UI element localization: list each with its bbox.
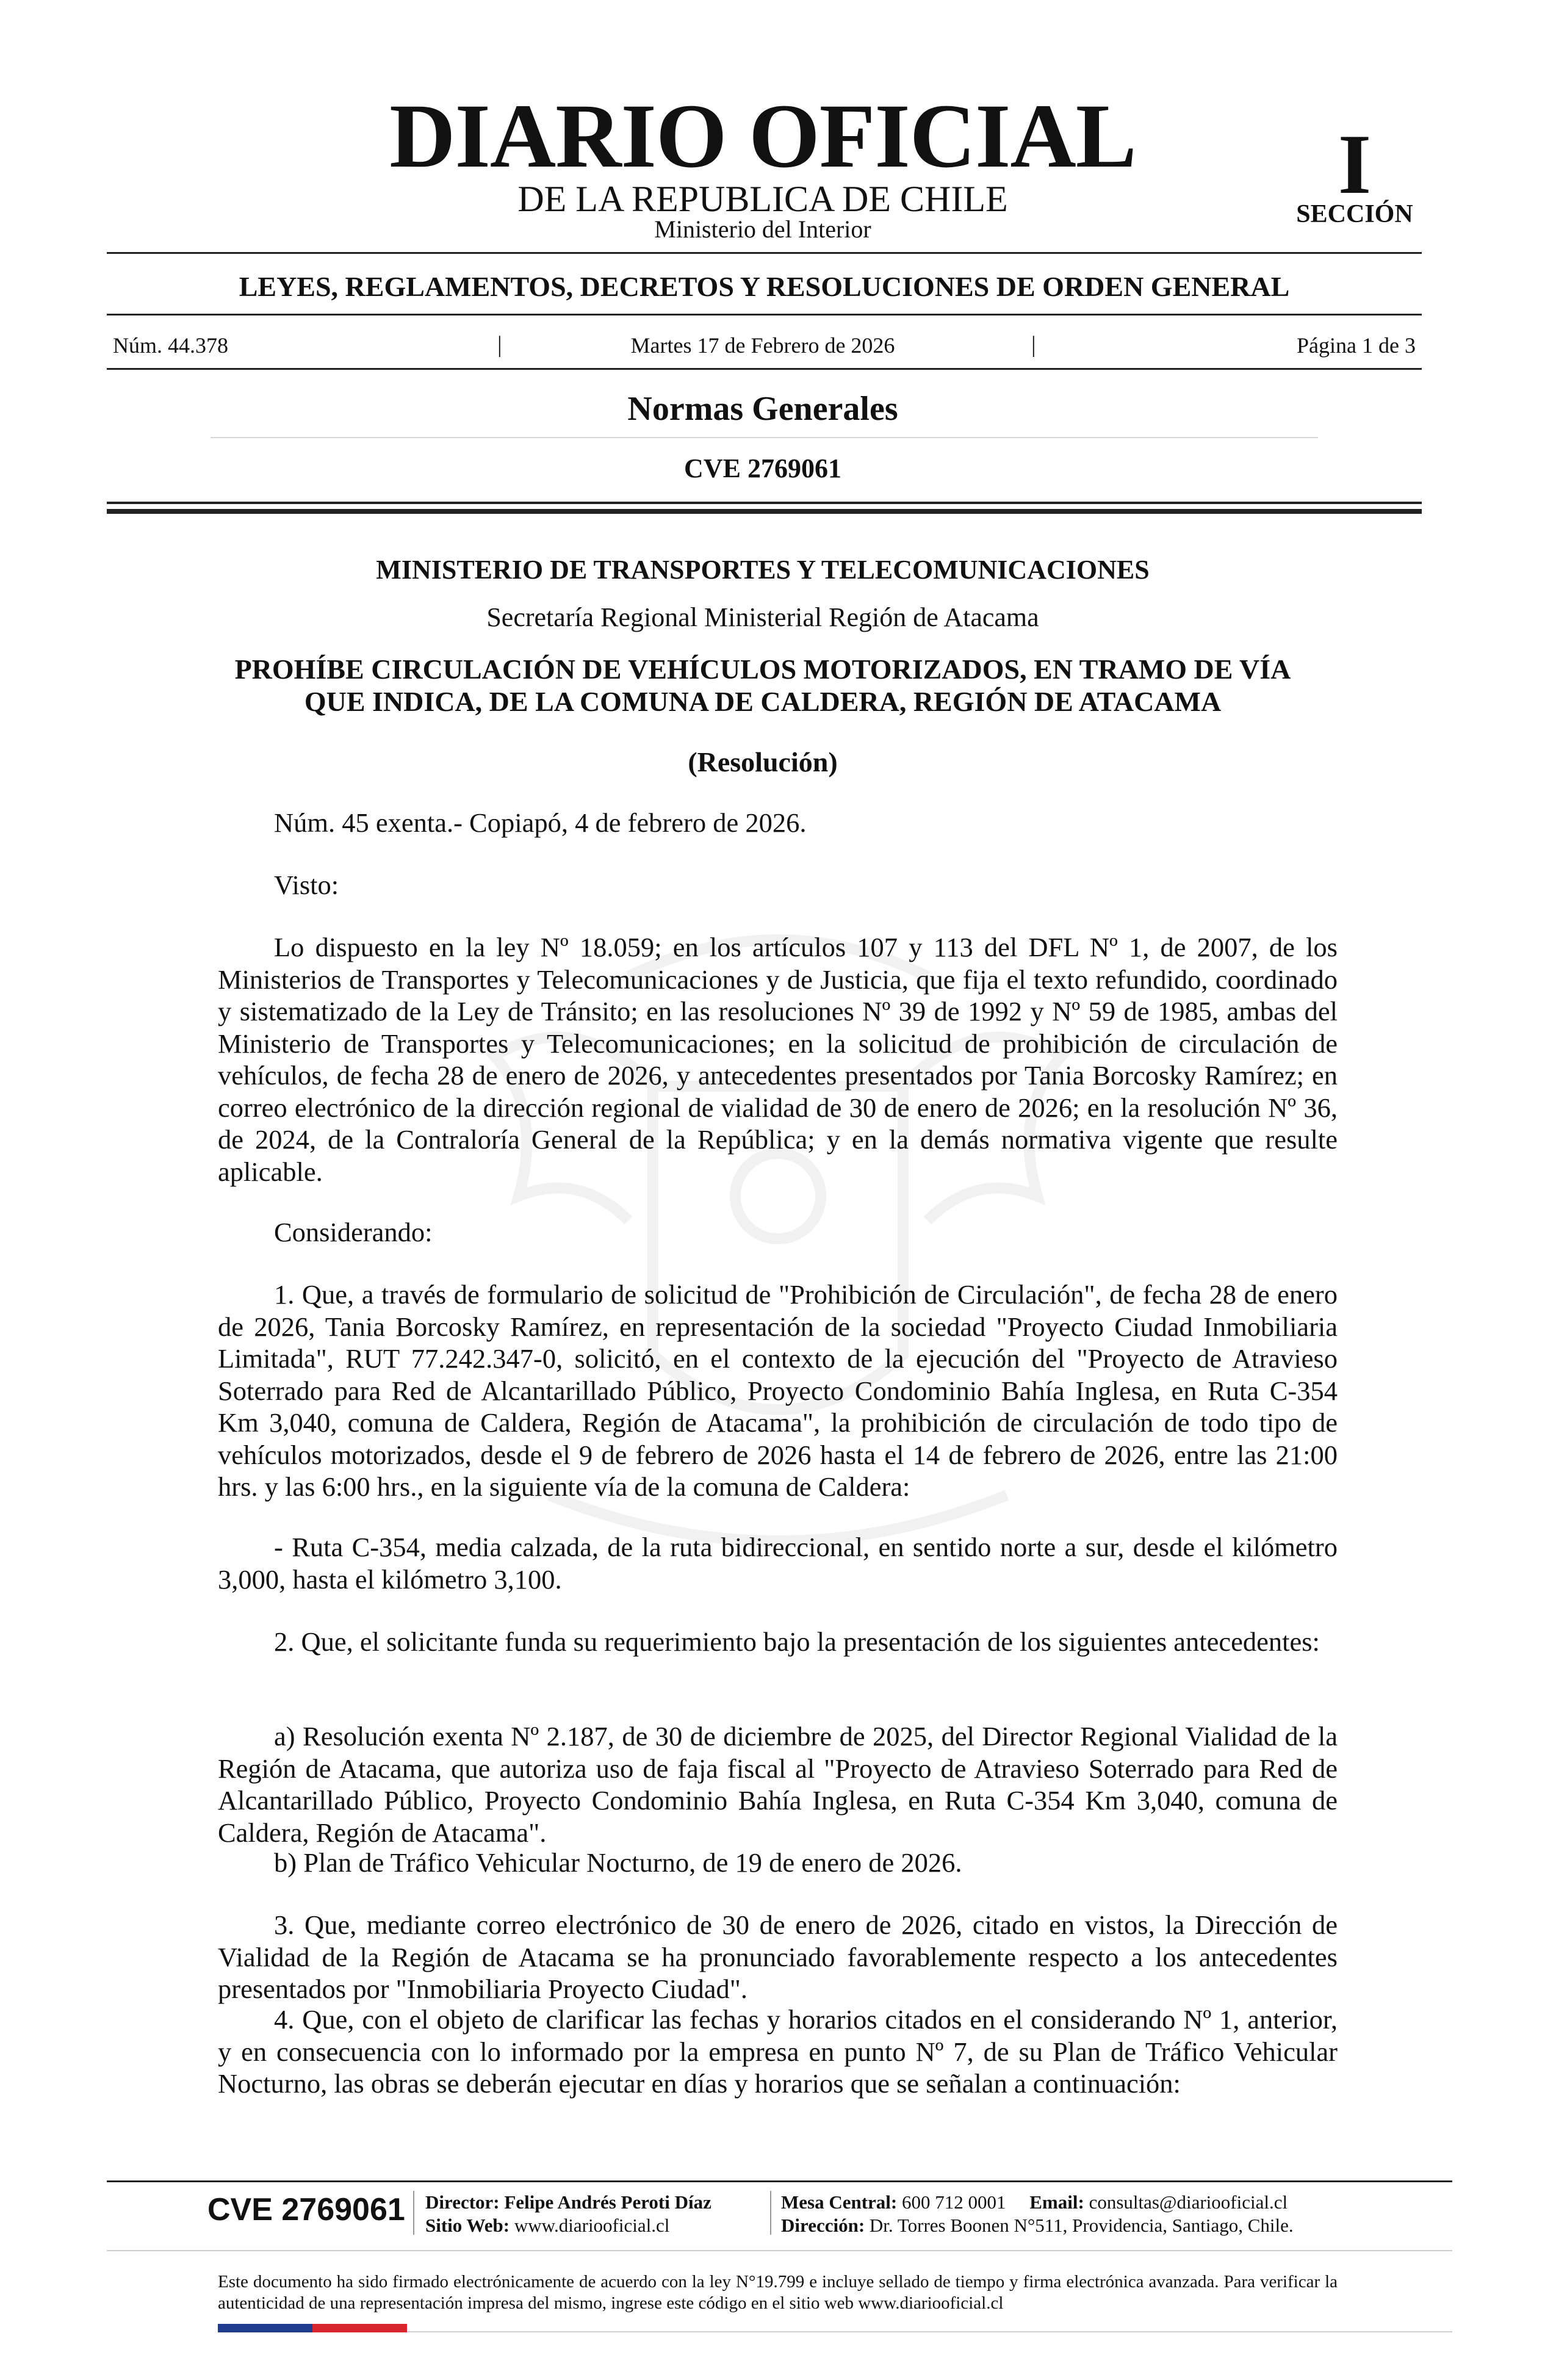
footer-legal-note: Este documento ha sido firmado electrónicamente de acuerdo con la ley N°19.799 e incluye sellado de tiempo y firma electrónica avanzada. Para verificar la autenticidad de una representación impresa del mismo, ingrese este código en el sitio web www.diariooficial.cl: [218, 2272, 1338, 2313]
footer-address: Dirección: Dr. Torres Boonen N°511, Providencia, Santiago, Chile.: [781, 2215, 1294, 2236]
issue-number: Núm. 44.378: [113, 333, 228, 358]
ministry-name: MINISTERIO DE TRANSPORTES Y TELECOMUNICACIONES: [376, 555, 1150, 585]
section-label: SECCIÓN: [1296, 200, 1413, 228]
section-title: Normas Generales: [627, 390, 898, 428]
section-title-rule: [211, 437, 1318, 438]
resolution-number-line: Núm. 45 exenta.- Copiapó, 4 de febrero de 2026.: [274, 807, 807, 838]
double-rule-bottom: [107, 509, 1422, 514]
visto-paragraph: Lo dispuesto en la ley Nº 18.059; en los artículos 107 y 113 del DFL Nº 1, de 2007, de los Ministerios de Transportes y Telecomunicaciones y de Justicia, que fija el texto refundido, coordinado y sistematizado de la Ley de Tránsito; en las resoluciones Nº 39 de 1992 y Nº 59 de 1985, ambas del Ministerio de Transportes y Telecomunicaciones; en la solicitud de prohibición de circulación de vehículos, de fecha 28 de enero de 2026, y antecedentes presentados por Tania Borcosky Ramírez; en correo electrónico de la dirección regional de vialidad de 30 de enero de 2026; en la resolución Nº 36, de 2024, de la Contraloría General de la República; y en la demás normativa vigente que resulte aplicable.: [218, 932, 1338, 1187]
considerando-label: Considerando:: [274, 1217, 433, 1247]
masthead-rule: [107, 252, 1422, 254]
footer-director: Director: Felipe Andrés Peroti Díaz: [425, 2191, 711, 2213]
footer-rule-lower: [107, 2250, 1452, 2251]
banner-rule-bottom: [107, 314, 1422, 316]
masthead-ministry: Ministerio del Interior: [654, 215, 871, 243]
cve-header: CVE 2769061: [684, 453, 841, 483]
heading-line-1: PROHÍBE CIRCULACIÓN DE VEHÍCULOS MOTORIZADOS, EN TRAMO DE VÍA: [234, 654, 1291, 685]
footer-website: Sitio Web: www.diariooficial.cl: [425, 2215, 670, 2236]
double-rule-top: [107, 502, 1422, 504]
considerando-2-b: b) Plan de Tráfico Vehicular Nocturno, de 19 de enero de 2026.: [274, 1847, 962, 1878]
issue-page: Página 1 de 3: [1297, 333, 1416, 358]
masthead-title: DIARIO OFICIAL: [389, 85, 1136, 187]
footer-cve: CVE 2769061: [207, 2192, 405, 2227]
considerando-3: 3. Que, mediante correo electrónico de 30 de enero de 2026, citado en vistos, la Dirección de Vialidad de la Región de Atacama se ha pronunciado favorablemente respecto a los antecedentes presentados por "Inmobiliaria Proyecto Ciudad".: [218, 1909, 1338, 2004]
flag-stripe-red: [312, 2324, 407, 2332]
document-type: (Resolución): [688, 746, 838, 777]
issue-rule: [107, 368, 1422, 370]
considerando-2-a: a) Resolución exenta Nº 2.187, de 30 de diciembre de 2025, del Director Regional Vialidad de la Región de Atacama, que autoriza uso de faja fiscal al "Proyecto de Atravieso Soterrado para Red de Alcantarillado Público, Proyecto Condominio Bahía Inglesa, en Ruta C-354 Km 3,040, comuna de Caldera, Región de Atacama".: [218, 1721, 1338, 1848]
issue-date: Martes 17 de Febrero de 2026: [630, 333, 895, 358]
resolution-heading: [183, 653, 1342, 718]
masthead-subtitle: DE LA REPUBLICA DE CHILE: [517, 179, 1008, 219]
issue-separator: |: [1031, 332, 1036, 358]
considerando-4: 4. Que, con el objeto de clarificar las fechas y horarios citados en el considerando Nº 1, anterior, y en consecuencia con lo informado por la empresa en punto Nº 7, de su Plan de Tráfico Vehicular Nocturno, las obras se deberán ejecutar en días y horarios que se señalan a continuación:: [218, 2004, 1338, 2099]
secretaria-name: Secretaría Regional Ministerial Región de Atacama: [486, 602, 1039, 632]
footer-divider: [413, 2191, 414, 2235]
visto-label: Visto:: [274, 870, 339, 900]
footer-rule: [107, 2180, 1452, 2182]
issue-separator: |: [497, 332, 502, 358]
flag-stripe-blue: [218, 2324, 312, 2332]
considerando-1: 1. Que, a través de formulario de solicitud de "Prohibición de Circulación", de fecha 28 de enero de 2026, Tania Borcosky Ramírez, en representación de la sociedad "Proyecto Ciudad Inmobiliaria Limitada", RUT 77.242.347-0, solicitó, en el contexto de la ejecución del "Proyecto de Atravieso Soterrado para Red de Alcantarillado Público, Proyecto Condominio Bahía Inglesa, en Ruta C-354 Km 3,040, comuna de Caldera, Región de Atacama", la prohibición de circulación de todo tipo de vehículos motorizados, desde el 9 de febrero de 2026 hasta el 14 de febrero de 2026, entre las 21:00 hrs. y las 6:00 hrs., en la siguiente vía de la comuna de Caldera:: [218, 1279, 1338, 1502]
heading-line-2: QUE INDICA, DE LA COMUNA DE CALDERA, REGIÓN DE ATACAMA: [304, 686, 1222, 717]
considerando-1-item: - Ruta C-354, media calzada, de la ruta bidireccional, en sentido norte a sur, desde el kilómetro 3,000, hasta el kilómetro 3,100.: [218, 1532, 1338, 1595]
section-number: I: [1338, 117, 1372, 212]
footer-contact-block: [781, 2191, 1294, 2237]
footer-bottom-line: [407, 2331, 1452, 2332]
considerando-2: 2. Que, el solicitante funda su requerimiento bajo la presentación de los siguientes antecedentes:: [274, 1626, 1320, 1657]
footer-contact-line: Mesa Central: 600 712 0001 Email: consultas@diariooficial.cl: [781, 2191, 1288, 2213]
footer-director-block: [425, 2191, 711, 2237]
section-banner: LEYES, REGLAMENTOS, DECRETOS Y RESOLUCIONES DE ORDEN GENERAL: [239, 271, 1290, 302]
footer-divider: [770, 2191, 771, 2235]
